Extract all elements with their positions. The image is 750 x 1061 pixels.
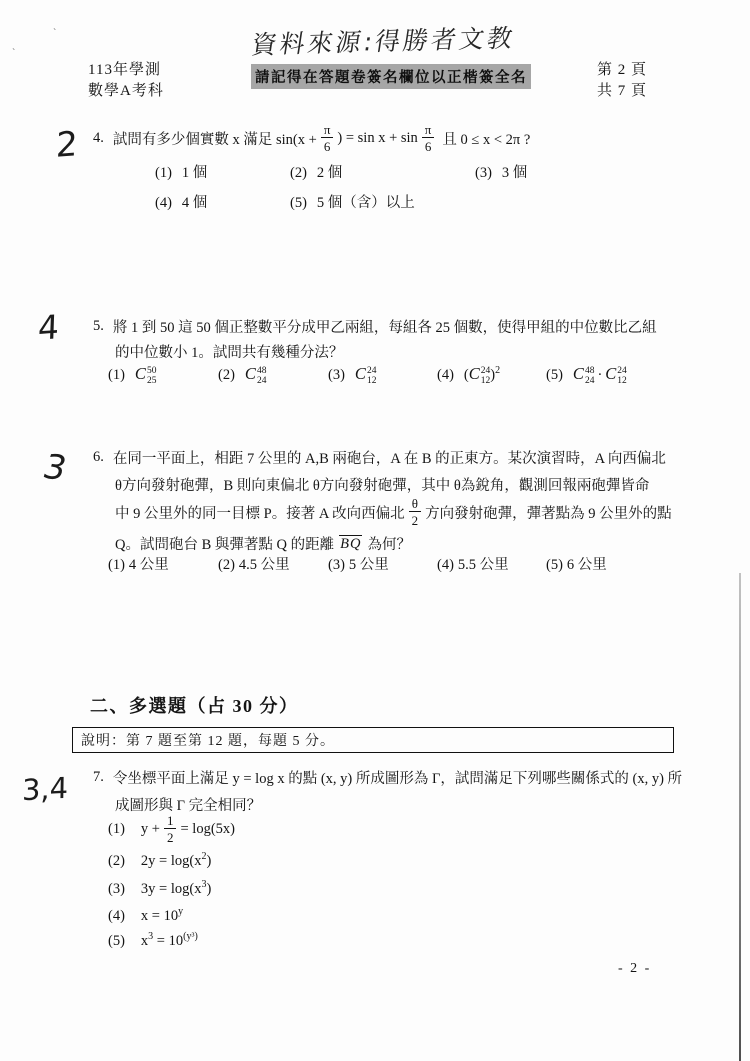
q4-option-3 (475, 161, 527, 182)
exam-year-line: 113年學測 (88, 62, 161, 78)
footer-page-number: - 2 - (618, 961, 652, 976)
q4-stem-pre: 試問有多少個實數 x 滿足 sin(x + (112, 131, 317, 148)
handwritten-source-note: 資料來源:得勝者文教 (249, 23, 518, 60)
q6-option-1 (108, 553, 169, 574)
scan-speck: ˋ (12, 48, 16, 59)
q4-option-5-text: 5 個（含）以上 (316, 195, 415, 211)
q6-line3-pre: 中 9 公里外的同一目標 P。接著 A 改向西偏北 (115, 505, 405, 522)
segment-BQ-overline: BQ (340, 535, 362, 552)
handwritten-answer-q7: 3,4 (21, 770, 69, 808)
paren-open: ( (463, 367, 469, 383)
comb-superscript: 48 (256, 365, 267, 376)
question-4-stem (93, 123, 530, 153)
q6-frac-denominator: 2 (411, 513, 419, 528)
comb-subscript: 12 (480, 376, 491, 386)
q7-option-4 (108, 906, 183, 925)
q6-line4 (115, 533, 411, 554)
combination-symbol: C (134, 364, 146, 383)
comb-superscript: 24 (366, 365, 377, 376)
comb-superscript: 24 (480, 365, 491, 376)
q7-frac-denominator: 2 (166, 830, 174, 845)
q4-stem-post: 且 0 ≤ x < 2π ? (442, 131, 531, 148)
q4-frac2-numerator: π (422, 123, 435, 138)
q7-option-5-pre: x (140, 933, 149, 949)
q4-option-2-label: (2) (290, 165, 307, 181)
q4-option-3-label: (3) (475, 165, 492, 181)
q5-option-2 (218, 364, 266, 386)
q6-line4-pre: Q。試問砲台 B 與彈著點 Q 的距離 (115, 537, 335, 553)
comb-subscript: 25 (146, 376, 157, 386)
sign-reminder-highlight: 請記得在答題卷簽名欄位以正楷簽全名 (251, 64, 531, 89)
q4-option-5 (290, 191, 415, 212)
q5-option-4 (437, 364, 500, 386)
q6-line3 (115, 497, 672, 527)
q6-option-1-label: (1) (108, 557, 125, 573)
q7-line2: 成圖形與 Γ 完全相同？ (115, 798, 262, 814)
q6-option-4-label: (4) (437, 557, 454, 573)
question-5-number: 5. (93, 318, 104, 334)
q5-option-2-label: (2) (218, 367, 235, 383)
page-total-line: 共 7 頁 (597, 83, 648, 99)
q6-option-3-label: (3) (328, 557, 345, 573)
question-7-number: 7. (93, 769, 104, 785)
q4-frac1-denominator: 6 (323, 139, 331, 154)
q4-option-4 (155, 191, 207, 212)
q7-option-5-label: (5) (108, 933, 125, 949)
combination-symbol: C (354, 364, 366, 383)
q6-option-4 (437, 553, 509, 574)
multiplication-dot: · (597, 367, 603, 383)
combination-symbol: C (572, 364, 584, 383)
q6-option-5 (546, 553, 607, 574)
exponent: y (178, 906, 184, 917)
q7-option-3-pre: 3y = log(x (140, 881, 202, 897)
q6-option-4-text: 5.5 公里 (457, 557, 509, 573)
q6-frac-numerator: θ (409, 497, 422, 512)
exponent: 3 (148, 931, 154, 942)
q6-line4-post: 為何？ (367, 537, 411, 553)
q5-option-1 (108, 364, 156, 386)
q5-option-1-label: (1) (108, 367, 125, 383)
q5-line2: 的中位數小 1。試問共有幾種分法？ (115, 345, 344, 361)
exam-subject-line: 數學A考科 (88, 83, 164, 99)
q7-option-2-label: (2) (108, 853, 125, 869)
q6-option-3 (328, 553, 389, 574)
paren-close: ) (490, 367, 496, 383)
q5-option-3-label: (3) (328, 367, 345, 383)
comb-subscript: 12 (366, 376, 377, 386)
q4-option-4-label: (4) (155, 195, 172, 211)
exam-title (88, 60, 164, 102)
q6-line2: θ方向發射砲彈，B 則向東偏北 θ方向發射砲彈，其中 θ為銳角，觀測回報兩砲彈皆命 (115, 478, 650, 494)
q5-line1: 將 1 到 50 這 50 個正整數平分成甲乙兩組，每組各 25 個數，使得甲組的中位數比乙組 (112, 320, 657, 336)
question-4-number: 4. (93, 129, 104, 146)
q7-line1: 令坐標平面上滿足 y = log x 的點 (x, y) 所成圖形為 Γ，試問滿足下列哪些關係式的 (x, y) 所 (112, 771, 683, 787)
q6-option-2-label: (2) (218, 557, 235, 573)
q4-option-1-text: 1 個 (181, 165, 208, 181)
q7-option-4-label: (4) (108, 908, 125, 924)
handwritten-answer-q4: 2 (55, 124, 79, 166)
question-6-number: 6. (93, 449, 104, 465)
q7-option-5 (108, 931, 198, 950)
instruction-box (72, 727, 674, 753)
q4-option-1-label: (1) (155, 165, 172, 181)
q7-option-2 (108, 851, 211, 870)
comb-superscript: 50 (146, 365, 157, 376)
scan-speck: ˋ (53, 28, 57, 39)
q6-option-2-text: 4.5 公里 (238, 557, 290, 573)
exponent-compound: (y³) (183, 931, 198, 942)
comb-superscript: 48 (584, 365, 595, 376)
q7-option-4-pre: x = 10 (140, 908, 179, 924)
q7-option-3-post: ) (206, 881, 212, 897)
square-exponent: 2 (495, 365, 501, 376)
q7-option-1-post: = log(5x) (180, 820, 235, 837)
q7-option-5-mid: = 10 (153, 933, 184, 949)
q7-frac-numerator: 1 (164, 814, 177, 829)
question-5-stem (93, 316, 657, 337)
q7-option-1 (108, 814, 235, 844)
q6-option-3-text: 5 公里 (348, 557, 389, 573)
q6-option-1-text: 4 公里 (128, 557, 169, 573)
q6-option-5-text: 6 公里 (566, 557, 607, 573)
comb-superscript: 24 (617, 365, 627, 376)
q4-option-4-text: 4 個 (181, 195, 208, 211)
q7-option-2-pre: 2y = log(x (140, 853, 202, 869)
q4-option-3-text: 3 個 (501, 165, 528, 181)
q7-option-1-pre: y + (140, 820, 160, 837)
comb-subscript: 24 (584, 376, 595, 386)
q4-frac1-numerator: π (321, 123, 334, 138)
q4-option-2-text: 2 個 (316, 165, 343, 181)
question-6-stem (93, 447, 666, 468)
q4-option-2 (290, 161, 342, 182)
q7-option-1-label: (1) (108, 820, 125, 837)
handwritten-answer-q6: 3 (38, 447, 72, 489)
comb-subscript: 24 (256, 376, 267, 386)
section-2-heading: 二、多選題（占 30 分） (90, 696, 299, 716)
q5-option-4-label: (4) (437, 367, 454, 383)
q4-fraction-pi-6 (321, 123, 334, 153)
q6-line3-post: 方向發射砲彈，彈著點為 9 公里外的點 (425, 505, 672, 522)
q7-option-3-label: (3) (108, 881, 125, 897)
instruction-text: 說明：第 7 題至第 12 題，每題 5 分。 (81, 734, 335, 749)
q4-frac2-denominator: 6 (424, 139, 432, 154)
combination-symbol: C (605, 364, 617, 383)
page-number-line: 第 2 頁 (597, 62, 648, 78)
exponent: 2 (201, 851, 207, 862)
q5-option-3 (328, 364, 376, 386)
q5-option-5 (546, 364, 627, 386)
handwritten-answer-q5: 4 (37, 307, 60, 348)
q6-option-5-label: (5) (546, 557, 563, 573)
comb-subscript: 12 (617, 376, 627, 386)
q7-option-3 (108, 879, 211, 898)
q4-option-1 (155, 161, 207, 182)
q5-option-5-label: (5) (546, 367, 563, 383)
q4-option-5-label: (5) (290, 195, 307, 211)
scan-edge-line (739, 573, 741, 1061)
page-indicator (597, 60, 647, 102)
q6-fraction-theta-2 (409, 497, 422, 527)
exponent: 3 (201, 879, 207, 890)
q6-line1: 在同一平面上，相距 7 公里的 A,B 兩砲台，A 在 B 的正東方。某次演習時，A 向西偏北 (112, 451, 666, 467)
q6-option-2 (218, 553, 290, 574)
question-7-stem (93, 767, 682, 788)
combination-symbol: C (468, 364, 480, 383)
q4-fraction-pi-6b (422, 123, 435, 153)
q4-stem-mid: ) = sin x + sin (337, 129, 418, 146)
q7-fraction-1-2 (164, 814, 177, 844)
combination-symbol: C (244, 364, 256, 383)
q7-option-2-post: ) (206, 853, 212, 869)
